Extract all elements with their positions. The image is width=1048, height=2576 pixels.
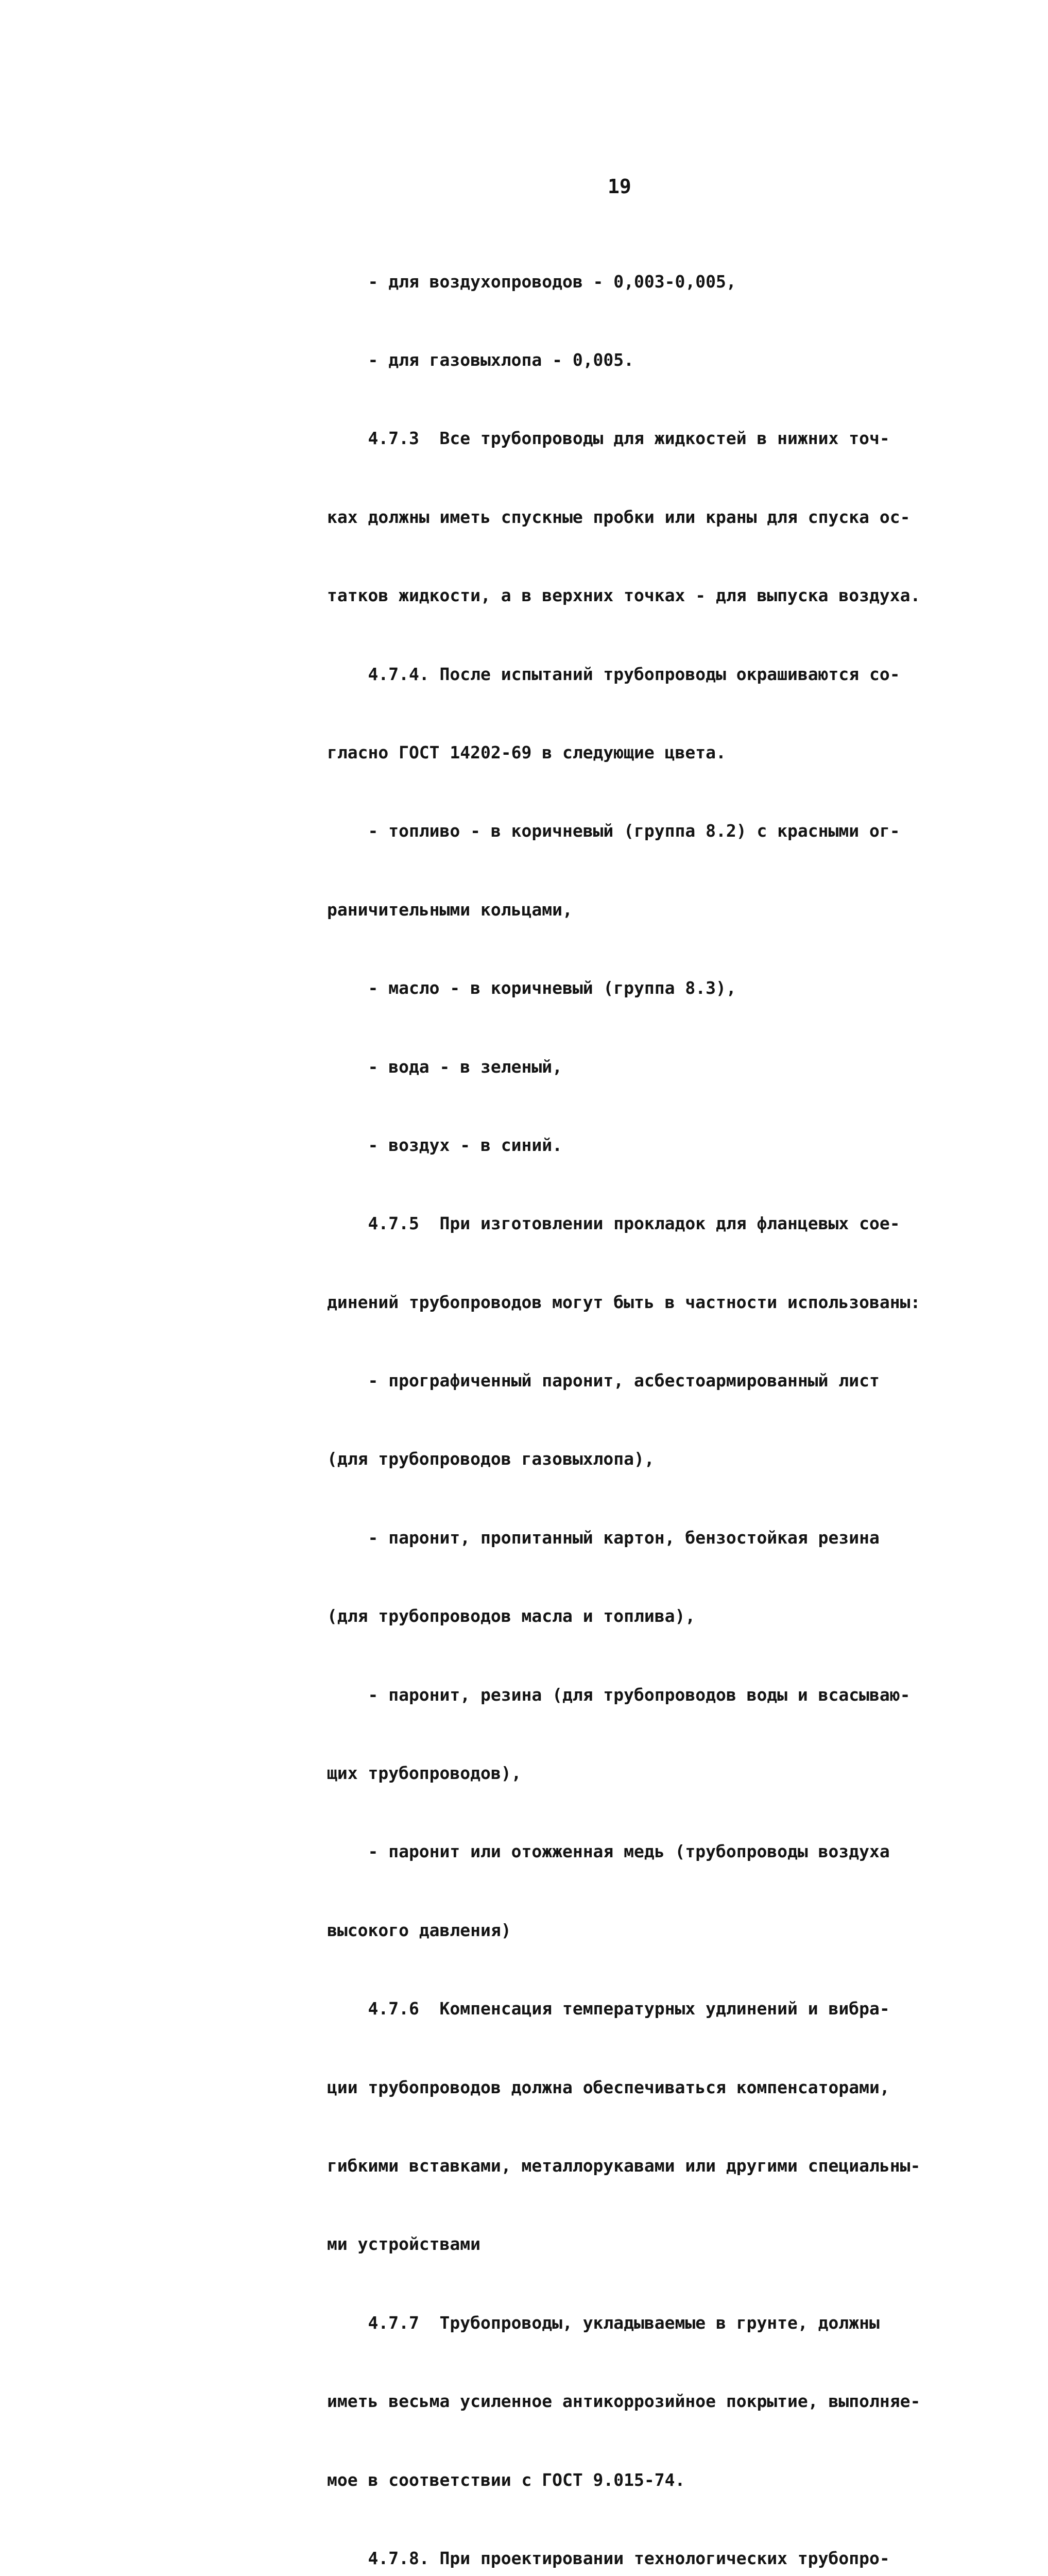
text-line: мое в соответствии с ГОСТ 9.015-74. [327, 2469, 685, 2490]
text-line: - паронит или отожженная медь (трубопроводы воздуха [327, 1841, 890, 1862]
page-number: 19 [608, 175, 631, 198]
text-line: высокого давления) [327, 1920, 511, 1940]
text-line: - вода - в зеленый, [327, 1056, 562, 1077]
text-line: иметь весьма усиленное антикоррозийное покрытие, выполняе- [327, 2391, 921, 2412]
text-line: 4.7.4. После испытаний трубопроводы окрашиваются со- [327, 664, 900, 684]
text-line: щих трубопроводов), [327, 1763, 522, 1784]
text-line: 4.7.5 При изготовлении прокладок для фланцевых сое- [327, 1213, 900, 1234]
text-line: татков жидкости, а в верхних точках - для выпуска воздуха. [327, 585, 921, 606]
text-line: гибкими вставками, металлорукавами или другими специальны- [327, 2155, 921, 2176]
text-line: (для трубопроводов газовыхлопа), [327, 1449, 655, 1469]
text-line: - паронит, пропитанный картон, бензостойкая резина [327, 1527, 880, 1548]
text-line: - масло - в коричневый (группа 8.3), [327, 978, 736, 998]
text-line: - воздух - в синий. [327, 1134, 562, 1155]
text-line: - для газовыхлопа - 0,005. [327, 349, 634, 370]
text-line: 4.7.6 Компенсация температурных удлинений и вибра- [327, 1998, 890, 2019]
text-line: ках должны иметь спускные пробки или краны для спуска ос- [327, 506, 910, 527]
body-text [327, 216, 935, 2576]
text-line: (для трубопроводов масла и топлива), [327, 1606, 696, 1626]
text-line: гласно ГОСТ 14202-69 в следующие цвета. [327, 742, 726, 762]
text-line: 4.7.7 Трубопроводы, укладываемые в грунте, должны [327, 2312, 880, 2333]
text-line: ции трубопроводов должна обеспечиваться компенсаторами, [327, 2077, 890, 2097]
text-line: динений трубопроводов могут быть в частности использованы: [327, 1292, 921, 1312]
text-line: раничительными кольцами, [327, 899, 573, 920]
text-line: - прографиченный паронит, асбестоармированный лист [327, 1370, 880, 1391]
text-line: - топливо - в коричневый (группа 8.2) с красными ог- [327, 821, 900, 841]
text-line: - для воздухопроводов - 0,003-0,005, [327, 271, 736, 292]
text-line: ми устройствами [327, 2234, 481, 2255]
text-line: 4.7.8. При проектировании технологических трубопро- [327, 2548, 890, 2568]
text-line: 4.7.3 Все трубопроводы для жидкостей в нижних точ- [327, 428, 890, 449]
text-line: - паронит, резина (для трубопроводов воды и всасываю- [327, 1684, 910, 1705]
